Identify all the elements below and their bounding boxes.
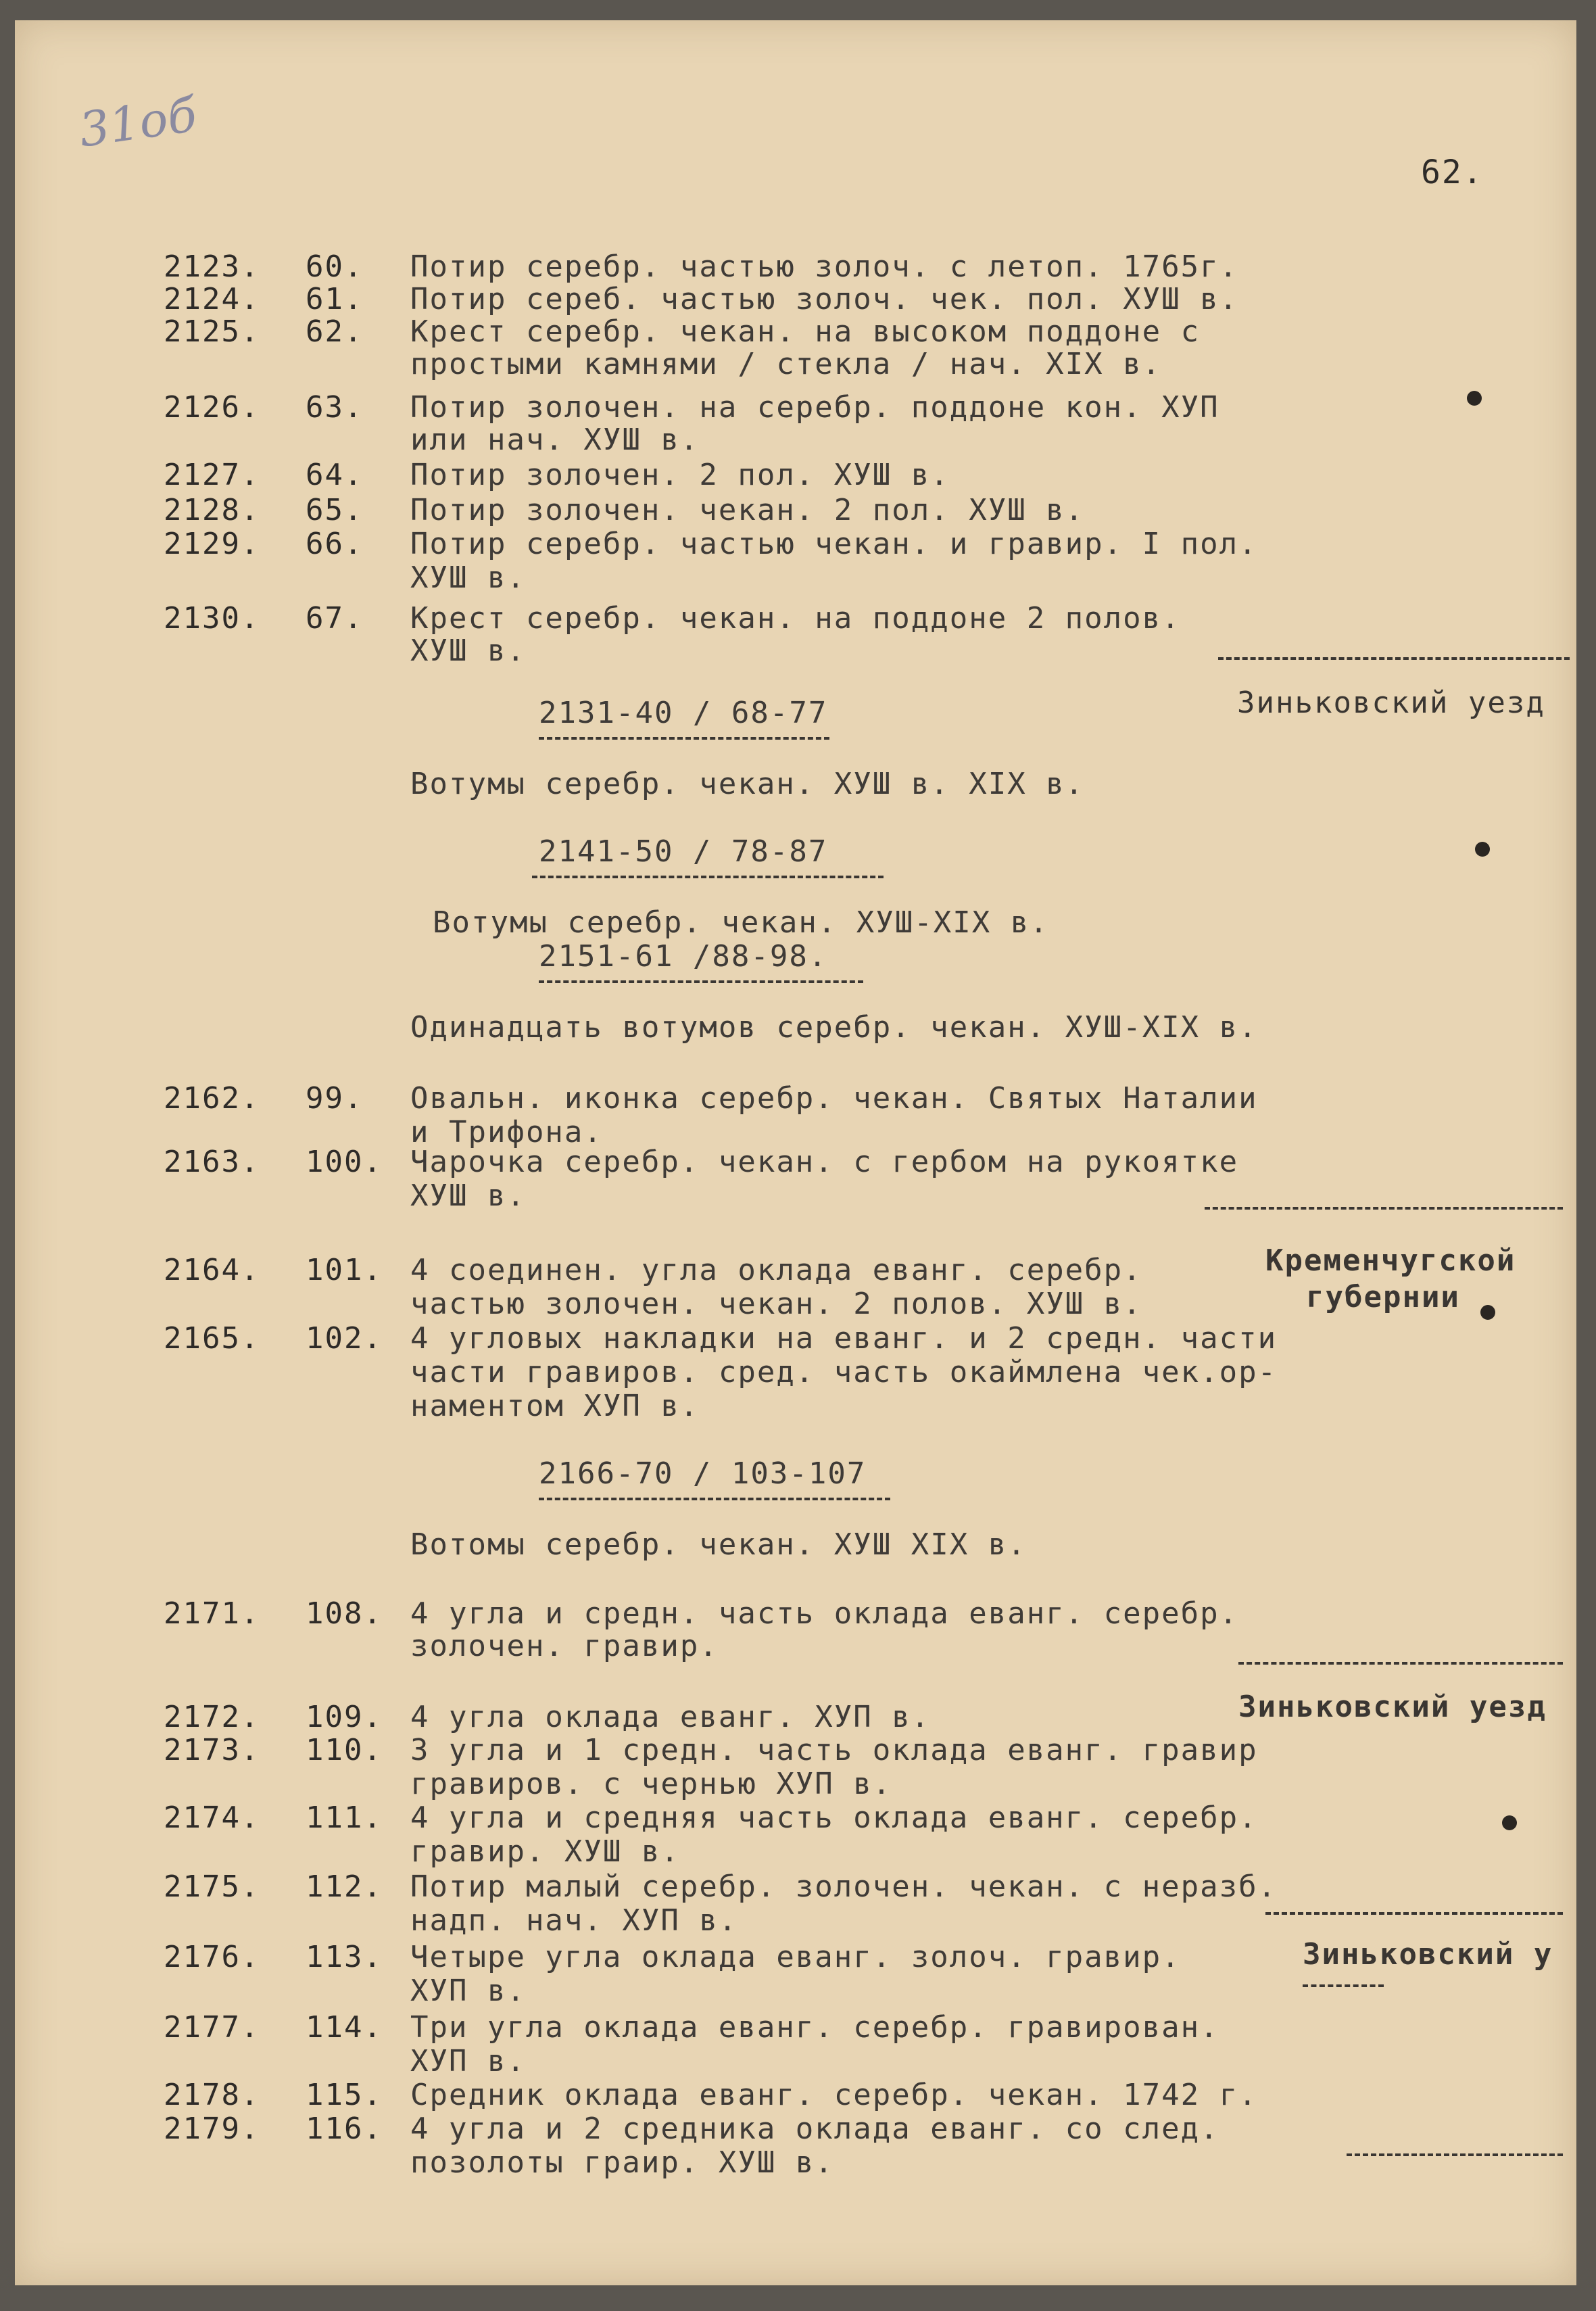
document-page xyxy=(15,20,1576,2285)
entry-inventory-number: 2173. xyxy=(164,1733,260,1767)
entry-description: Средник оклада еванг. серебр. чекан. 1742 г. xyxy=(410,2078,1258,2112)
entry-item-number: 108. xyxy=(306,1596,383,1631)
entry-inventory-number: 2172. xyxy=(164,1700,260,1734)
entry-description: Одинадцать вотумов серебр. чекан. ХУШ-ХIХ в. xyxy=(410,1010,1258,1045)
entry-description: гравир. ХУШ в. xyxy=(410,1834,680,1869)
entry-inventory-number: 2130. xyxy=(164,601,260,636)
margin-note: Зиньковский у xyxy=(1303,1937,1553,1972)
entry-description: 3 угла и 1 средн. часть оклада еванг. гравир xyxy=(410,1733,1258,1767)
entry-inventory-number: 2124. xyxy=(164,282,260,316)
entry-description: ХУШ в. xyxy=(410,561,526,595)
ink-blot xyxy=(1475,842,1490,857)
entry-description: или нач. ХУШ в. xyxy=(410,423,700,457)
handwritten-folio-number: 31об xyxy=(76,87,200,158)
entry-inventory-number: 2165. xyxy=(164,1321,260,1356)
entry-item-number: 66. xyxy=(306,527,364,561)
entry-description: гравиров. с чернью ХУП в. xyxy=(410,1767,892,1801)
entry-inventory-number: 2171. xyxy=(164,1596,260,1631)
entry-inventory-number: 2128. xyxy=(164,493,260,527)
entry-item-number: 115. xyxy=(306,2078,383,2112)
ink-blot xyxy=(1467,391,1482,406)
entry-inventory-number: 2123. xyxy=(164,249,260,284)
entry-inventory-number: 2177. xyxy=(164,2010,260,2045)
entry-description: 4 соединен. угла оклада еванг. серебр. xyxy=(410,1253,1142,1287)
entry-description: позолоты граир. ХУШ в. xyxy=(410,2145,834,2180)
entry-inventory-number: 2127. xyxy=(164,458,260,492)
entry-description: 4 угла оклада еванг. ХУП в. xyxy=(410,1700,931,1734)
entry-item-number: 112. xyxy=(306,1869,383,1904)
entry-item-number: 60. xyxy=(306,249,364,284)
ink-blot xyxy=(1480,1305,1495,1320)
ink-blot xyxy=(1502,1815,1517,1830)
entry-inventory-number: 2176. xyxy=(164,1940,260,1974)
entry-item-number: 116. xyxy=(306,2112,383,2146)
entry-description: части гравиров. сред. часть окаймлена чек.ор- xyxy=(410,1355,1278,1389)
entry-item-number: 109. xyxy=(306,1700,383,1734)
entry-description: Чарочка серебр. чекан. с гербом на рукоятке xyxy=(410,1145,1239,1179)
group-range-heading: 2131-40 / 68-77 xyxy=(539,696,828,730)
entry-description: Потир сереб. частью золоч. чек. пол. ХУШ в. xyxy=(410,282,1239,316)
margin-note: губернии xyxy=(1306,1280,1460,1314)
margin-rule xyxy=(1347,2153,1563,2156)
entry-inventory-number: 2174. xyxy=(164,1801,260,1835)
entry-description: 4 угла и 2 средника оклада еванг. со след. xyxy=(410,2112,1219,2146)
entry-description: 4 угла и средн. часть оклада еванг. серебр. xyxy=(410,1596,1239,1631)
entry-description: надп. нач. ХУП в. xyxy=(410,1903,738,1938)
entry-item-number: 113. xyxy=(306,1940,383,1974)
entry-description: Потир серебр. частью золоч. с летоп. 1765г. xyxy=(410,249,1239,284)
margin-rule xyxy=(1265,1912,1563,1915)
group-underline xyxy=(539,737,829,740)
entry-description: Потир золочен. на серебр. поддоне кон. ХУП xyxy=(410,390,1219,425)
entry-description: Потир серебр. частью чекан. и гравир. I пол. xyxy=(410,527,1258,561)
entry-inventory-number: 2162. xyxy=(164,1081,260,1116)
entry-item-number: 101. xyxy=(306,1253,383,1287)
entry-description: наментом ХУП в. xyxy=(410,1389,700,1423)
entry-inventory-number: 2179. xyxy=(164,2112,260,2146)
entry-item-number: 62. xyxy=(306,314,364,349)
entry-description: Крест серебр. чекан. на высоком поддоне с xyxy=(410,314,1201,349)
entry-description: ХУП в. xyxy=(410,2044,526,2078)
entry-item-number: 61. xyxy=(306,282,364,316)
margin-rule xyxy=(1238,1662,1563,1665)
entry-description: Потир малый серебр. золочен. чекан. с неразб. xyxy=(410,1869,1278,1904)
entry-description: Четыре угла оклада еванг. золоч. гравир. xyxy=(410,1940,1181,1974)
entry-item-number: 100. xyxy=(306,1145,383,1179)
entry-description: Вотумы серебр. чекан. ХУШ в. ХIХ в. xyxy=(410,767,1085,801)
entry-item-number: 111. xyxy=(306,1801,383,1835)
entry-description: частью золочен. чекан. 2 полов. ХУШ в. xyxy=(410,1287,1142,1321)
entry-description: 4 угловых накладки на еванг. и 2 средн. части xyxy=(410,1321,1278,1356)
entry-description: Вотумы серебр. чекан. ХУШ-ХIХ в. xyxy=(433,905,1049,940)
entry-description: Три угла оклада еванг. серебр. гравирован. xyxy=(410,2010,1219,2045)
entry-inventory-number: 2164. xyxy=(164,1253,260,1287)
entry-item-number: 65. xyxy=(306,493,364,527)
entry-description: ХУШ в. xyxy=(410,1178,526,1213)
margin-rule xyxy=(1218,657,1570,660)
entry-item-number: 99. xyxy=(306,1081,364,1116)
group-underline xyxy=(532,876,884,878)
entry-item-number: 102. xyxy=(306,1321,383,1356)
entry-description: Крест серебр. чекан. на поддоне 2 полов. xyxy=(410,601,1181,636)
group-range-heading: 2166-70 / 103-107 xyxy=(539,1456,867,1491)
entry-item-number: 63. xyxy=(306,390,364,425)
entry-inventory-number: 2126. xyxy=(164,390,260,425)
page-number: 62. xyxy=(1421,153,1484,191)
entry-item-number: 110. xyxy=(306,1733,383,1767)
entry-description: ХУШ в. xyxy=(410,634,526,668)
entry-description: 4 угла и средняя часть оклада еванг. серебр. xyxy=(410,1801,1258,1835)
group-range-heading: 2151-61 /88-98. xyxy=(539,939,828,974)
entry-description: ХУП в. xyxy=(410,1974,526,2008)
entry-description: и Трифона. xyxy=(410,1115,603,1149)
group-underline xyxy=(539,1498,890,1500)
margin-note: Зиньковский уезд xyxy=(1238,1690,1547,1724)
margin-rule xyxy=(1205,1207,1563,1210)
entry-description: Вотомы серебр. чекан. ХУШ ХIХ в. xyxy=(410,1527,1027,1562)
entry-description: Потир золочен. чекан. 2 пол. ХУШ в. xyxy=(410,493,1085,527)
entry-description: Потир золочен. 2 пол. ХУШ в. xyxy=(410,458,950,492)
entry-description: золочен. гравир. xyxy=(410,1629,719,1663)
margin-rule xyxy=(1303,1984,1384,1987)
entry-item-number: 64. xyxy=(306,458,364,492)
entry-item-number: 114. xyxy=(306,2010,383,2045)
entry-inventory-number: 2175. xyxy=(164,1869,260,1904)
group-underline xyxy=(539,980,863,983)
entry-inventory-number: 2163. xyxy=(164,1145,260,1179)
entry-inventory-number: 2178. xyxy=(164,2078,260,2112)
group-range-heading: 2141-50 / 78-87 xyxy=(539,834,828,869)
entry-description: простыми камнями / стекла / нач. ХIХ в. xyxy=(410,347,1162,381)
entry-inventory-number: 2125. xyxy=(164,314,260,349)
entry-description: Овальн. иконка серебр. чекан. Святых Наталии xyxy=(410,1081,1258,1116)
margin-note: Кременчугской xyxy=(1265,1243,1516,1278)
entry-item-number: 67. xyxy=(306,601,364,636)
entry-inventory-number: 2129. xyxy=(164,527,260,561)
margin-note: Зиньковский уезд xyxy=(1237,686,1545,720)
